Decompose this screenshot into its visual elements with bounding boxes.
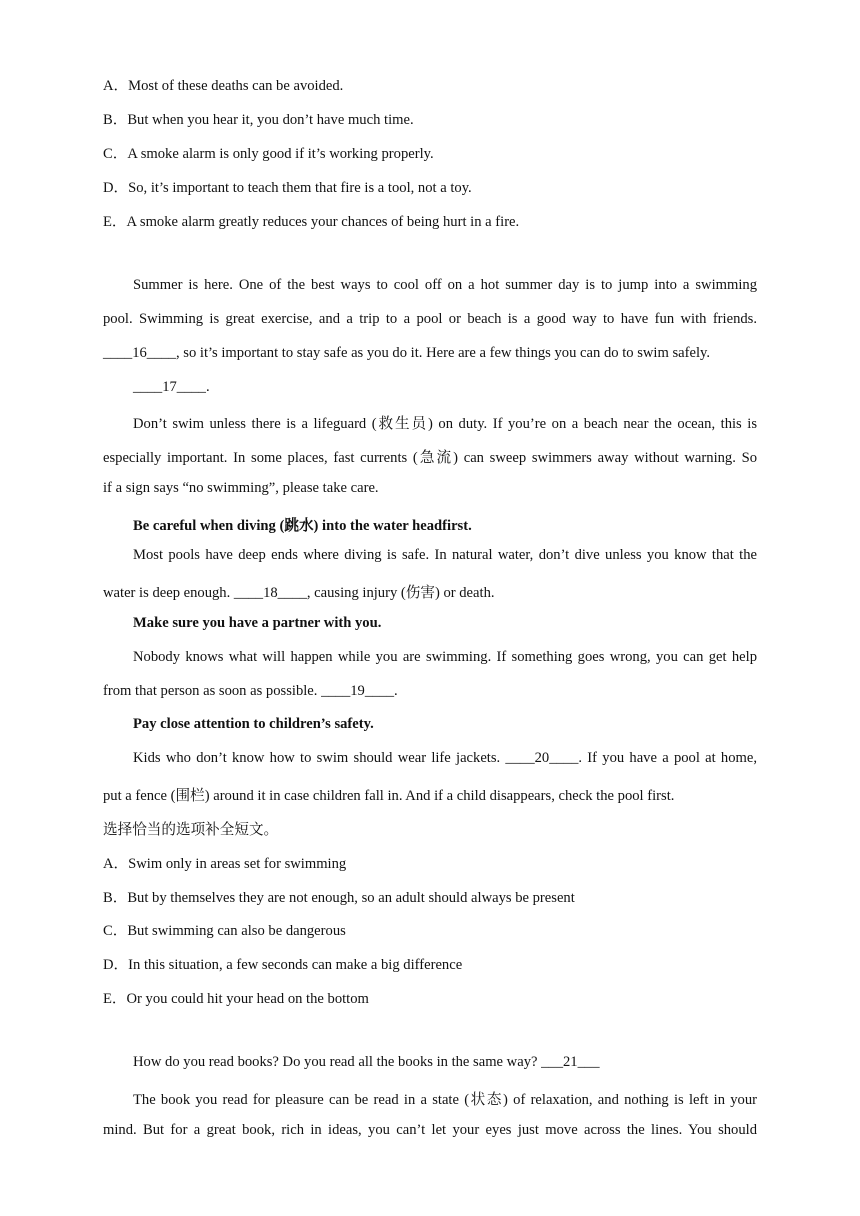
option-e: E．A smoke alarm greatly reduces your chances of being hurt in a fire. — [103, 214, 520, 230]
paragraph-line: put a fence (围栏) around it in case children fall in. And if a child disappears, check the pool first. — [103, 788, 675, 804]
paragraph-line: especially important. In some places, fast currents (急流) can sweep swimmers away without warning. So — [103, 450, 757, 466]
option-a: A．Swim only in areas set for swimming — [103, 856, 347, 872]
paragraph-line: Nobody knows what will happen while you are swimming. If something goes wrong, you can get help — [133, 649, 757, 665]
subheading: Make sure you have a partner with you. — [133, 615, 382, 631]
option-c: C．A smoke alarm is only good if it’s working properly. — [103, 146, 434, 162]
option-c: C．But swimming can also be dangerous — [103, 923, 346, 939]
paragraph-line: Most pools have deep ends where diving is safe. In natural water, don’t dive unless you know that the — [133, 547, 757, 563]
paragraph-line: from that person as soon as possible. ____19____. — [103, 683, 398, 699]
blank-17: ____17____. — [133, 379, 210, 395]
paragraph-line: water is deep enough. ____18____, causing injury (伤害) or death. — [103, 585, 495, 601]
paragraph-line: Kids who don’t know how to swim should wear life jackets. ____20____. If you have a pool at home, — [133, 750, 757, 766]
paragraph-line: How do you read books? Do you read all the books in the same way? ___21___ — [133, 1054, 600, 1070]
paragraph-line: Don’t swim unless there is a lifeguard (救生员) on duty. If you’re on a beach near the ocean, this is — [133, 416, 757, 432]
option-d: D．So, it’s important to teach them that fire is a tool, not a toy. — [103, 180, 472, 196]
paragraph-line: pool. Swimming is great exercise, and a trip to a pool or beach is a good way to have fun with friends. — [103, 311, 757, 327]
paragraph-line: Summer is here. One of the best ways to cool off on a hot summer day is to jump into a swimming — [133, 277, 757, 293]
subheading: Pay close attention to children’s safety. — [133, 716, 374, 732]
option-b: B．But by themselves they are not enough, so an adult should always be present — [103, 890, 575, 906]
option-b: B．But when you hear it, you don’t have much time. — [103, 112, 414, 128]
paragraph-line: mind. But for a great book, rich in ideas, you can’t let your eyes just move across the lines. You should — [103, 1122, 757, 1138]
option-e: E．Or you could hit your head on the bottom — [103, 991, 369, 1007]
paragraph-line: ____16____, so it’s important to stay safe as you do it. Here are a few things you can do to swim safely. — [103, 345, 711, 361]
paragraph-line: if a sign says “no swimming”, please take care. — [103, 480, 379, 496]
option-d: D．In this situation, a few seconds can make a big difference — [103, 957, 463, 973]
paragraph-line: The book you read for pleasure can be read in a state (状态) of relaxation, and nothing is left in your — [133, 1092, 757, 1108]
instruction: 选择恰当的选项补全短文。 — [103, 822, 279, 838]
subheading: Be careful when diving (跳水) into the water headfirst. — [133, 518, 472, 534]
option-a: A．Most of these deaths can be avoided. — [103, 78, 344, 94]
